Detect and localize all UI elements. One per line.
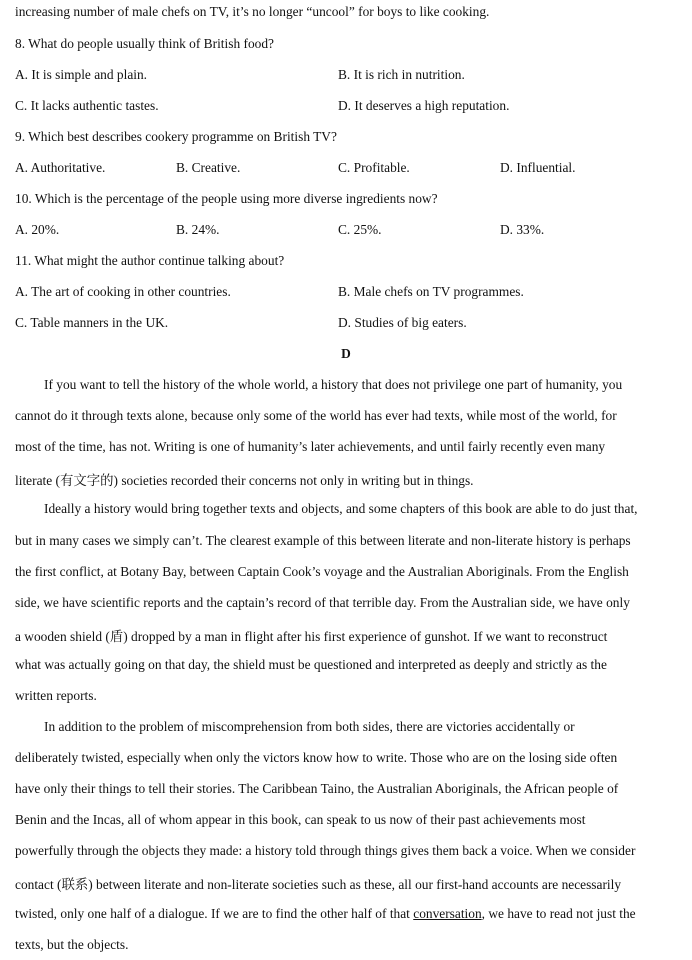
q8-option-c: C. It lacks authentic tastes. bbox=[15, 98, 159, 113]
passage-text: twisted, only one half of a dialogue. If we are to find the other half of that bbox=[15, 906, 414, 921]
passage-line: contact (联系) between literate and non-literate societies such as these, all our first-hand accounts are necessarily bbox=[15, 877, 622, 892]
passage-line: most of the time, has not. Writing is one of humanity’s later achievements, and until fairly recently even many bbox=[15, 439, 606, 454]
question-11: 11. What might the author continue talking about? bbox=[15, 253, 285, 268]
passage-line: Ideally a history would bring together texts and objects, and some chapters of this book are able to do just that, bbox=[44, 501, 638, 516]
q8-option-d: D. It deserves a high reputation. bbox=[338, 98, 510, 113]
question-8: 8. What do people usually think of British food? bbox=[15, 36, 274, 51]
passage-line: the first conflict, at Botany Bay, between Captain Cook’s voyage and the Australian Aboriginals. From the English bbox=[15, 564, 629, 579]
passage-line: literate (有文字的) societies recorded their concerns not only in writing but in things. bbox=[15, 473, 474, 488]
passage-line: written reports. bbox=[15, 688, 97, 703]
question-9: 9. Which best describes cookery programme on British TV? bbox=[15, 129, 337, 144]
q11-option-d: D. Studies of big eaters. bbox=[338, 315, 467, 330]
underlined-word-conversation: conversation bbox=[413, 906, 482, 921]
passage-line: Benin and the Incas, all of whom appear in this book, can speak to us now of their past achievements most bbox=[15, 812, 586, 827]
q9-option-c: C. Profitable. bbox=[338, 160, 410, 175]
q11-option-a: A. The art of cooking in other countries. bbox=[15, 284, 231, 299]
passage-line: a wooden shield (盾) dropped by a man in flight after his first experience of gunshot. If we want to reconstruct bbox=[15, 629, 608, 644]
q10-option-a: A. 20%. bbox=[15, 222, 60, 237]
passage-line: powerfully through the objects they made: a history told through things gives them back a voice. When we consider bbox=[15, 843, 636, 858]
passage-line: If you want to tell the history of the whole world, a history that does not privilege one part of humanity, you bbox=[44, 377, 623, 392]
section-heading: D bbox=[341, 346, 351, 361]
passage-line: cannot do it through texts alone, because only some of the world has ever had texts, while most of the world, for bbox=[15, 408, 617, 423]
passage-line: but in many cases we simply can’t. The clearest example of this between literate and non-literate history is perhaps bbox=[15, 533, 631, 548]
passage-text: , we have to read not just the bbox=[481, 906, 636, 921]
q8-option-a: A. It is simple and plain. bbox=[15, 67, 148, 82]
q11-option-c: C. Table manners in the UK. bbox=[15, 315, 169, 330]
question-10: 10. Which is the percentage of the people using more diverse ingredients now? bbox=[15, 191, 438, 206]
passage-line: texts, but the objects. bbox=[15, 937, 129, 952]
passage-line-with-underline bbox=[15, 906, 677, 922]
q10-option-c: C. 25%. bbox=[338, 222, 382, 237]
q9-option-d: D. Influential. bbox=[500, 160, 576, 175]
q11-option-b: B. Male chefs on TV programmes. bbox=[338, 284, 524, 299]
passage-line: side, we have scientific reports and the captain’s record of that terrible day. From the Australian side, we have only bbox=[15, 595, 630, 610]
q10-option-b: B. 24%. bbox=[176, 222, 220, 237]
passage-line: deliberately twisted, especially when only the victors know how to write. Those who are on the losing side often bbox=[15, 750, 618, 765]
intro-tail-text: increasing number of male chefs on TV, it’s no longer “uncool” for boys to like cooking. bbox=[15, 4, 490, 19]
q9-option-b: B. Creative. bbox=[176, 160, 241, 175]
q10-option-d: D. 33%. bbox=[500, 222, 545, 237]
passage-line: In addition to the problem of miscomprehension from both sides, there are victories accidentally or bbox=[44, 719, 575, 734]
passage-line: what was actually going on that day, the shield must be questioned and interpreted as deeply and strictly as the bbox=[15, 657, 607, 672]
passage-line: have only their things to tell their stories. The Caribbean Taino, the Australian Aboriginals, the African people of bbox=[15, 781, 619, 796]
q9-option-a: A. Authoritative. bbox=[15, 160, 106, 175]
q8-option-b: B. It is rich in nutrition. bbox=[338, 67, 465, 82]
